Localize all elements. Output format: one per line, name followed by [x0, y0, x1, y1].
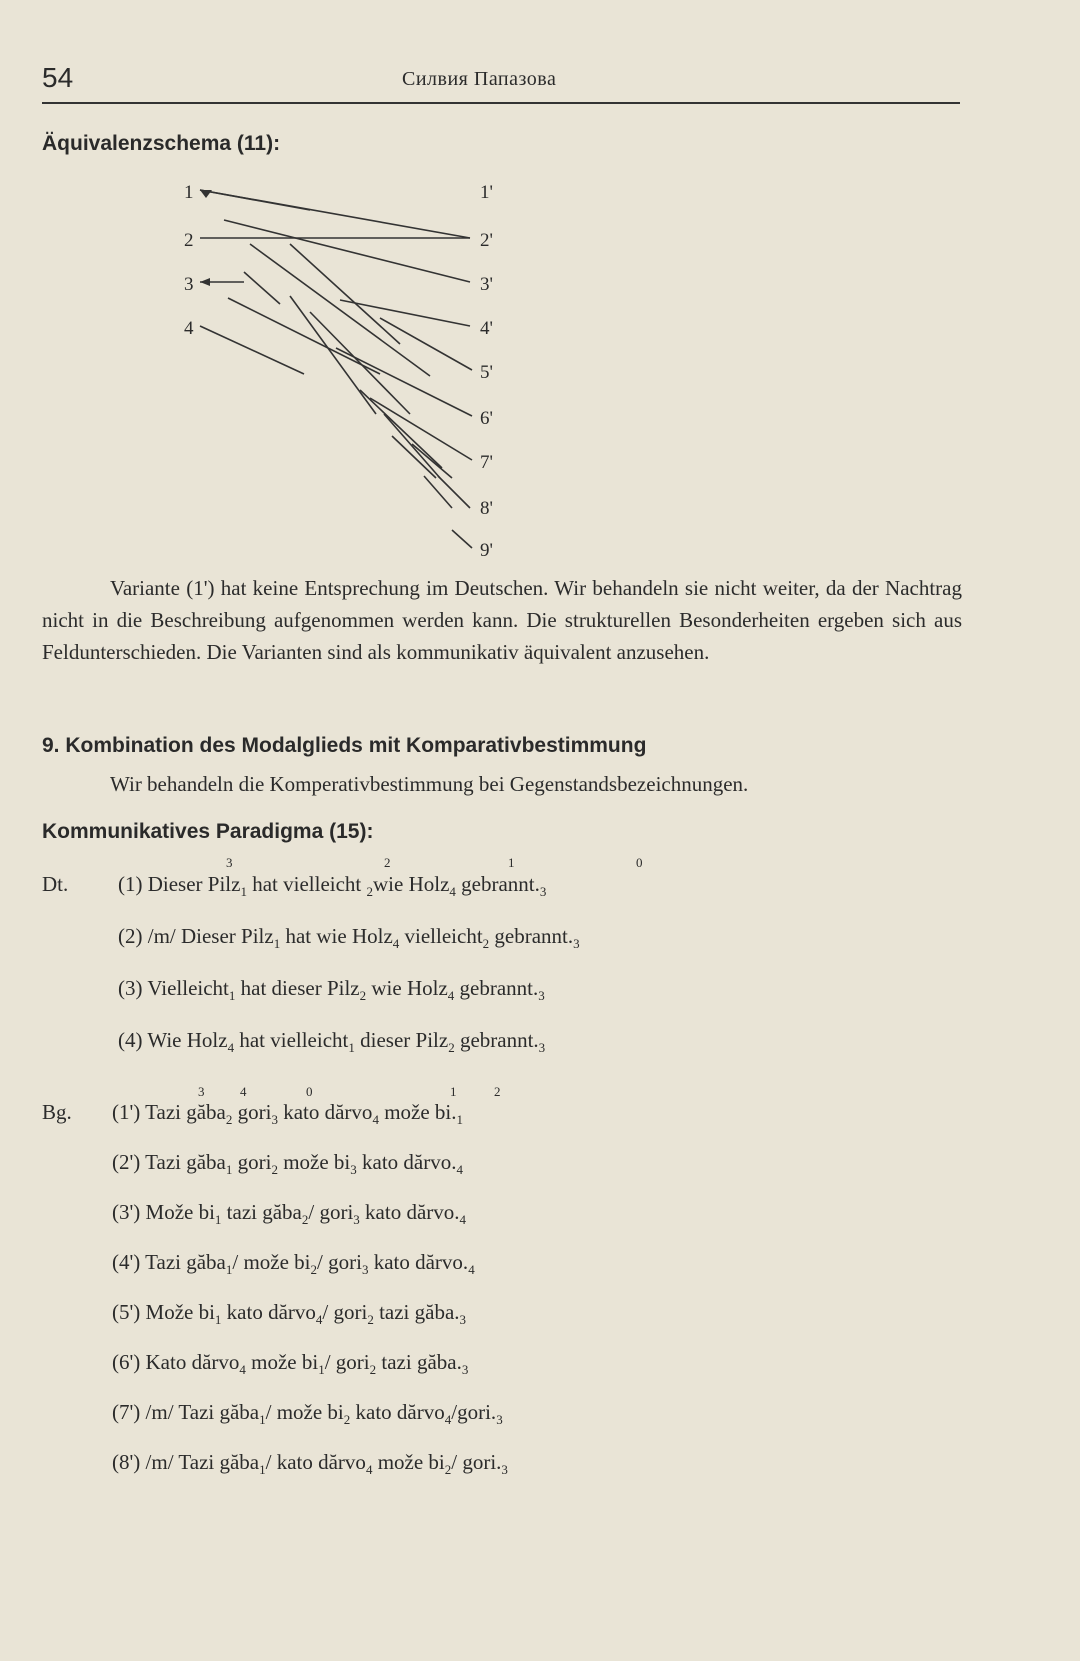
subscript-index: 1 — [214, 1212, 222, 1228]
right-label: 3' — [480, 274, 493, 295]
subscript-index: 4 — [372, 1112, 379, 1128]
example-text: tazi găba. — [373, 1300, 460, 1324]
right-label: 6' — [480, 408, 493, 429]
running-author: Силвия Папазова — [402, 68, 557, 90]
subscript-index: 1 — [225, 1262, 233, 1278]
diagram-line — [340, 300, 470, 326]
subscript-index: 1 — [348, 1040, 355, 1056]
subscript-index: 2 — [301, 1212, 309, 1228]
bg-example-row — [112, 1400, 503, 1428]
example-text: tazi găba — [221, 1200, 302, 1224]
example-text: (5') Može bi — [112, 1300, 215, 1324]
subscript-index: 3 — [496, 1412, 503, 1428]
subscript-index: 2 — [310, 1262, 318, 1278]
section-9-title: 9. Kombination des Modalglieds mit Komparativbestimmung — [42, 734, 647, 757]
subscript-index: 1 — [456, 1112, 463, 1128]
bg-example-row — [112, 1450, 508, 1478]
arrowhead — [200, 278, 210, 286]
paradigm-title: Kommunikatives Paradigma (15): — [42, 820, 374, 843]
example-text: gebrannt. — [454, 976, 539, 1000]
bg-annotation: 0 — [306, 1084, 313, 1099]
diagram-line — [244, 272, 280, 304]
subscript-index: 2 — [444, 1462, 452, 1478]
example-text: tazi găba. — [376, 1350, 462, 1374]
example-text: / može bi — [265, 1400, 344, 1424]
example-text: kato dărvo — [277, 1100, 373, 1124]
diagram-line — [200, 190, 310, 210]
example-text: / kato dărvo — [265, 1450, 366, 1474]
example-text: / gori. — [451, 1450, 502, 1474]
diagram-line — [228, 298, 380, 374]
left-label: 1 — [184, 182, 194, 203]
example-text: (4') Tazi găba — [112, 1250, 226, 1274]
arrowhead — [200, 190, 212, 198]
bg-annotation: 4 — [240, 1084, 247, 1099]
subscript-index: 2 — [366, 884, 374, 900]
subscript-index: 1 — [318, 1362, 325, 1378]
example-text: hat wie Holz — [280, 924, 393, 948]
example-text: kato dărvo. — [359, 1200, 460, 1224]
bg-example-row — [112, 1250, 475, 1278]
page-number: 54 — [42, 62, 74, 93]
example-text: gori — [232, 1100, 272, 1124]
example-text: može bi — [372, 1450, 445, 1474]
right-label: 7' — [480, 452, 493, 473]
subscript-index: 2 — [225, 1112, 233, 1128]
example-text: / gori — [322, 1300, 368, 1324]
example-text: / gori — [324, 1350, 370, 1374]
example-text: wie Holz — [373, 872, 450, 896]
bg-example-row — [112, 1350, 468, 1378]
diagram-lines — [200, 190, 472, 548]
diagram-line — [438, 476, 470, 508]
example-text: kato dărvo. — [356, 1150, 457, 1174]
subscript-index: 3 — [573, 936, 580, 952]
example-text: / može bi — [232, 1250, 311, 1274]
subscript-index: 2 — [343, 1412, 351, 1428]
example-text: (3') Može bi — [112, 1200, 215, 1224]
left-label: 2 — [184, 230, 194, 251]
diagram-line — [290, 296, 376, 414]
subscript-index: 1 — [273, 936, 281, 952]
subscript-index: 1 — [225, 1162, 233, 1178]
subscript-index: 2 — [369, 1362, 377, 1378]
example-text: (6') Kato dărvo — [112, 1350, 240, 1374]
subscript-index: 4 — [456, 1162, 463, 1178]
dt-example-row — [118, 872, 546, 900]
subscript-index: 2 — [271, 1162, 278, 1178]
subscript-index: 2 — [367, 1312, 374, 1328]
left-label: 3 — [184, 274, 194, 295]
diagram-line — [200, 326, 304, 374]
example-text: može bi. — [378, 1100, 457, 1124]
right-label: 1' — [480, 182, 493, 203]
right-label: 5' — [480, 362, 493, 383]
subscript-index: 1 — [214, 1312, 222, 1328]
left-label: 4 — [184, 318, 194, 339]
diagram-line — [360, 390, 442, 468]
subscript-index: 2 — [359, 988, 367, 1004]
subscript-index: 4 — [392, 936, 400, 952]
subscript-index: 3 — [461, 1362, 469, 1378]
example-text: gebrannt. — [454, 1028, 539, 1052]
bg-annotation: 1 — [450, 1084, 457, 1099]
subscript-index: 4 — [239, 1362, 246, 1378]
example-text: hat dieser Pilz — [235, 976, 360, 1000]
example-text: (3) Vielleicht — [118, 976, 229, 1000]
subscript-index: 1 — [259, 1412, 266, 1428]
example-text: /gori. — [451, 1400, 497, 1424]
lang-label-dt: Dt. — [42, 872, 69, 896]
subscript-index: 2 — [482, 936, 490, 952]
bg-example-row — [112, 1300, 466, 1328]
subscript-index: 4 — [459, 1212, 467, 1228]
example-text: (4) Wie Holz — [118, 1028, 228, 1052]
subscript-index: 4 — [449, 884, 456, 900]
example-text: vielleicht — [399, 924, 483, 948]
example-text: može bi — [245, 1350, 319, 1374]
lang-label-bg: Bg. — [42, 1100, 72, 1124]
example-text: gebrannt. — [455, 872, 540, 896]
diagram-line — [424, 476, 452, 508]
paragraph-variante: Variante (1') hat keine Entsprechung im Deutschen. Wir behandeln sie nicht weiter, da der Nachtrag nicht in die Beschreibung aufgenommen werden kann. Die strukturellen Besonderheiten ergeben sich aus Feldunterschieden. Die Varianten sind als kommunikativ äquivalent anzusehen. — [42, 576, 962, 664]
bg-annotation: 3 — [198, 1084, 205, 1099]
subscript-index: 4 — [365, 1462, 373, 1478]
subscript-index: 3 — [538, 1040, 546, 1056]
bg-example-row — [112, 1200, 466, 1228]
diagram-line — [224, 220, 470, 282]
subscript-index: 4 — [444, 1412, 452, 1428]
right-label: 8' — [480, 498, 493, 519]
example-text: gori — [232, 1150, 272, 1174]
subscript-index: 3 — [539, 884, 547, 900]
subscript-index: 3 — [538, 988, 545, 1004]
example-text: (2) /m/ Dieser Pilz — [118, 924, 274, 948]
right-label: 2' — [480, 230, 493, 251]
example-text: (7') /m/ Tazi găba — [112, 1400, 260, 1424]
diagram-line — [380, 318, 472, 370]
bg-example-row — [112, 1150, 463, 1178]
subscript-index: 4 — [227, 1040, 235, 1056]
subscript-index: 1 — [228, 988, 236, 1004]
dt-annotation: 2 — [384, 855, 391, 870]
subscript-index: 1 — [240, 884, 247, 900]
example-text: gebrannt. — [489, 924, 574, 948]
right-label: 9' — [480, 540, 493, 561]
example-text: kato dărvo. — [368, 1250, 469, 1274]
subscript-index: 4 — [447, 988, 455, 1004]
example-text: (2') Tazi găba — [112, 1150, 226, 1174]
subscript-index: 3 — [350, 1162, 357, 1178]
example-text: hat vielleicht — [246, 872, 367, 896]
subscript-index: 1 — [259, 1462, 266, 1478]
subscript-index: 3 — [271, 1112, 278, 1128]
example-text: / gori — [317, 1250, 362, 1274]
dt-example-row — [118, 976, 545, 1004]
bg-annotation: 2 — [494, 1084, 501, 1099]
equivalence-diagram — [180, 178, 560, 578]
subscript-index: 2 — [448, 1040, 455, 1056]
example-text: (1') Tazi găba — [112, 1100, 226, 1124]
example-text: može bi — [277, 1150, 351, 1174]
running-header — [42, 62, 960, 104]
bg-example-row — [112, 1100, 463, 1128]
schema-title: Äquivalenzschema (11): — [42, 132, 281, 155]
section-9-text: Wir behandeln die Komperativbestimmung bei Gegenstandsbezeichnungen. — [110, 772, 749, 796]
example-text: dieser Pilz — [354, 1028, 449, 1052]
dt-example-row — [118, 1028, 545, 1056]
subscript-index: 3 — [361, 1262, 369, 1278]
subscript-index: 3 — [353, 1212, 360, 1228]
diagram-line — [452, 530, 472, 548]
dt-annotation: 3 — [226, 855, 233, 870]
subscript-index: 4 — [468, 1262, 475, 1278]
subscript-index: 3 — [501, 1462, 508, 1478]
diagram-line — [290, 244, 400, 344]
diagram-line — [250, 244, 430, 376]
dt-annotation: 0 — [636, 855, 643, 870]
example-text: kato dărvo — [221, 1300, 316, 1324]
example-text: wie Holz — [366, 976, 448, 1000]
example-text: kato dărvo — [350, 1400, 445, 1424]
subscript-index: 4 — [315, 1312, 323, 1328]
dt-annotation: 1 — [508, 855, 515, 870]
right-label: 4' — [480, 318, 493, 339]
example-text: (8') /m/ Tazi găba — [112, 1450, 260, 1474]
equivalence-diagram-svg — [180, 178, 560, 578]
dt-example-row — [118, 924, 580, 952]
example-text: hat vielleicht — [234, 1028, 349, 1052]
subscript-index: 3 — [459, 1312, 467, 1328]
example-text: / gori — [308, 1200, 354, 1224]
example-text: (1) Dieser Pilz — [118, 872, 241, 896]
